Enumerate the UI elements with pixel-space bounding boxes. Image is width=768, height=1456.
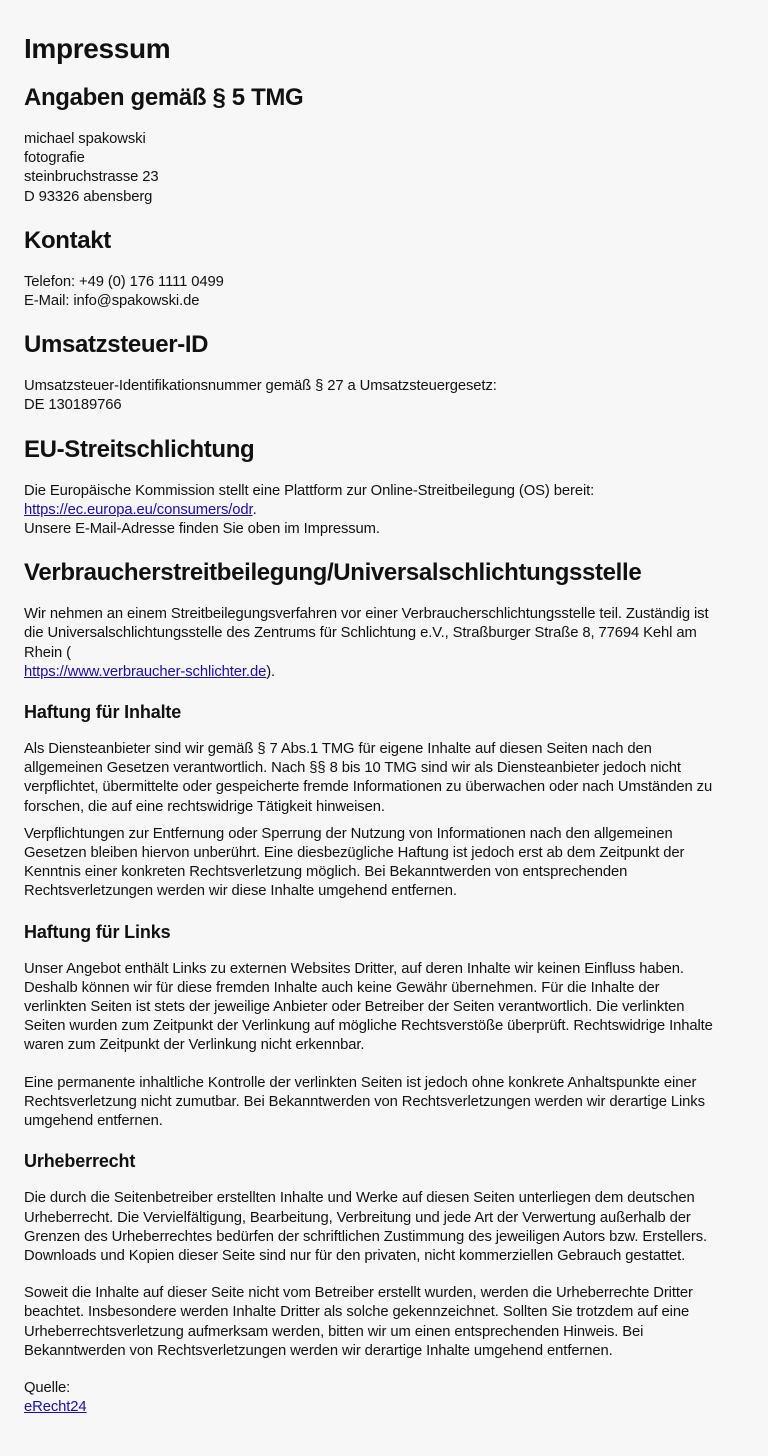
address-street: steinbruchstrasse 23 bbox=[24, 169, 159, 186]
quelle-link-line bbox=[24, 1398, 744, 1417]
paragraph-line: allgemeinen Gesetzen verantwortlich. Nach §§ 8 bis 10 TMG sind wir als Diensteanbieter jedoch nicht bbox=[24, 760, 681, 777]
vat-number: DE 130189766 bbox=[24, 397, 122, 414]
paragraph-line: Als Diensteanbieter sind wir gemäß § 7 Abs.1 TMG für eigene Inhalte auf diesen Seiten nach den bbox=[24, 741, 652, 758]
verbraucher-link-line bbox=[24, 663, 744, 682]
erecht24-link[interactable]: eRecht24 bbox=[24, 1399, 87, 1416]
paragraph-line: Eine permanente inhaltliche Kontrolle der verlinkten Seiten ist jedoch ohne konkrete Anhaltspunkte einer bbox=[24, 1074, 697, 1091]
paragraph-line: beachtet. Insbesondere werden Inhalte Dritter als solche gekennzeichnet. Sollten Sie trotzdem auf eine bbox=[24, 1304, 690, 1321]
eu-odr-link[interactable]: https://ec.europa.eu/consumers/odr bbox=[24, 501, 253, 518]
verbraucher-line-3: Rhein ( bbox=[24, 644, 71, 661]
page-title: Impressum bbox=[24, 33, 171, 64]
haftung-inhalte-heading: Haftung für Inhalte bbox=[24, 702, 182, 723]
paragraph-line: waren zum Zeitpunkt der Verlinkung nicht erkennbar. bbox=[24, 1037, 365, 1054]
address-business: fotografie bbox=[24, 150, 85, 167]
kontakt-heading: Kontakt bbox=[24, 226, 111, 254]
verbraucher-line-2: die Universalschlichtungsstelle des Zentrums für Schlichtung e.V., Straßburger Straße 8, 77694 Kehl am bbox=[24, 625, 697, 642]
paragraph-line: umgehend entfernen. bbox=[24, 1113, 163, 1130]
eu-link-line bbox=[24, 501, 744, 520]
haftung-links-paragraph-2 bbox=[24, 1074, 744, 1132]
address-city: D 93326 abensberg bbox=[24, 188, 153, 205]
paragraph-line: Deshalb können wir für diese fremden Inhalte auch keine Gewähr übernehmen. Für die Inhalte der bbox=[24, 979, 660, 996]
paragraph-line: Verpflichtungen zur Entfernung oder Sperrung der Nutzung von Informationen nach den allgemeinen bbox=[24, 825, 673, 842]
urheberrecht-paragraph-1 bbox=[24, 1189, 744, 1266]
haftung-links-paragraph-1 bbox=[24, 960, 744, 1056]
haftung-inhalte-paragraph-2 bbox=[24, 825, 744, 902]
paragraph-line: Kenntnis einer konkreten Rechtsverletzung möglich. Bei Bekanntwerden von entsprechenden bbox=[24, 864, 628, 881]
paragraph-line: forschen, die auf eine rechtswidrige Tätigkeit hinweisen. bbox=[24, 798, 385, 815]
paragraph-line: Bekanntwerden von Rechtsverletzungen werden wir derartige Inhalte umgehend entfernen. bbox=[24, 1342, 613, 1359]
address-block bbox=[24, 130, 744, 207]
contact-block bbox=[24, 273, 744, 311]
paragraph-line: Gesetzen bleiben hiervon unberührt. Eine diesbezügliche Haftung ist jedoch erst ab dem Zeitpunkt der bbox=[24, 845, 685, 862]
paragraph-line: Rechtsverletzung nicht zumutbar. Bei Bekanntwerden von Rechtsverletzungen werden wir derartige Links bbox=[24, 1093, 705, 1110]
vat-label: Umsatzsteuer-Identifikationsnummer gemäß § 27 a Umsatzsteuergesetz: bbox=[24, 378, 497, 395]
verbraucher-heading: Verbraucherstreitbeilegung/Universalschlichtungsstelle bbox=[24, 559, 642, 587]
umsatzsteuer-heading: Umsatzsteuer-ID bbox=[24, 331, 209, 359]
urheberrecht-paragraph-2 bbox=[24, 1284, 744, 1361]
quelle-block bbox=[24, 1379, 744, 1417]
eu-email-text: Unsere E-Mail-Adresse finden Sie oben im Impressum. bbox=[24, 521, 380, 538]
paragraph-line: Unser Angebot enthält Links zu externen Websites Dritter, auf deren Inhalte wir keinen Einfluss haben. bbox=[24, 960, 684, 977]
verbraucher-schlichter-link[interactable]: https://www.verbraucher-schlichter.de bbox=[24, 663, 267, 680]
paragraph-line: Die durch die Seitenbetreiber erstellten Inhalte und Werke auf diesen Seiten unterliegen dem deutschen bbox=[24, 1190, 695, 1207]
quelle-label: Quelle: bbox=[24, 1379, 71, 1396]
eu-link-period: . bbox=[252, 501, 257, 518]
eu-heading: EU-Streitschlichtung bbox=[24, 435, 255, 463]
urheberrecht-heading: Urheberrecht bbox=[24, 1151, 136, 1172]
angaben-heading: Angaben gemäß § 5 TMG bbox=[24, 84, 304, 111]
vat-block bbox=[24, 377, 744, 415]
haftung-inhalte-paragraph-1 bbox=[24, 740, 744, 817]
paragraph-line: Urheberrechtsverletzung aufmerksam werden, bitten wir um einen entsprechenden Hinweis. Bei bbox=[24, 1323, 644, 1340]
verbraucher-link-suffix: ). bbox=[266, 663, 276, 680]
contact-email: E-Mail: info@spakowski.de bbox=[24, 293, 200, 310]
paragraph-line: Soweit die Inhalte auf dieser Seite nicht vom Betreiber erstellt wurden, werden die Urheberrechte Dritter bbox=[24, 1285, 693, 1302]
paragraph-line: Rechtsverletzungen werden wir diese Inhalte umgehend entfernen. bbox=[24, 883, 457, 900]
verbraucher-line-1: Wir nehmen an einem Streitbeilegungsverfahren vor einer Verbraucherschlichtungsstelle teil. Zuständig ist bbox=[24, 606, 709, 623]
paragraph-line: Seiten wurden zum Zeitpunkt der Verlinkung auf mögliche Rechtsverstöße überprüft. Rechtswidrige Inhalte bbox=[24, 1018, 713, 1035]
eu-platform-text: Die Europäische Kommission stellt eine Plattform zur Online-Streitbeilegung (OS) bereit: bbox=[24, 482, 595, 499]
haftung-links-heading: Haftung für Links bbox=[24, 921, 171, 942]
verbraucher-block bbox=[24, 605, 744, 682]
paragraph-line: Downloads und Kopien dieser Seite sind nur für den privaten, nicht kommerziellen Gebrauch gestattet. bbox=[24, 1247, 686, 1264]
address-name: michael spakowski bbox=[24, 131, 146, 147]
paragraph-line: verlinkten Seiten ist stets der jeweilige Anbieter oder Betreiber der Seiten verantwortlich. Die verlinkten bbox=[24, 999, 685, 1016]
paragraph-line: verpflichtet, übermittelte oder gespeicherte fremde Informationen zu überwachen oder nach Umständen zu bbox=[24, 779, 713, 796]
eu-block bbox=[24, 482, 744, 540]
paragraph-line: Grenzen des Urheberrechtes bedürfen der schriftlichen Zustimmung des jeweiligen Autors bzw. Erstellers. bbox=[24, 1228, 708, 1245]
contact-phone: Telefon: +49 (0) 176 1111 0499 bbox=[24, 273, 224, 290]
paragraph-line: Urheberrecht. Die Vervielfältigung, Bearbeitung, Verbreitung und jede Art der Verwertung außerhalb der bbox=[24, 1209, 691, 1226]
